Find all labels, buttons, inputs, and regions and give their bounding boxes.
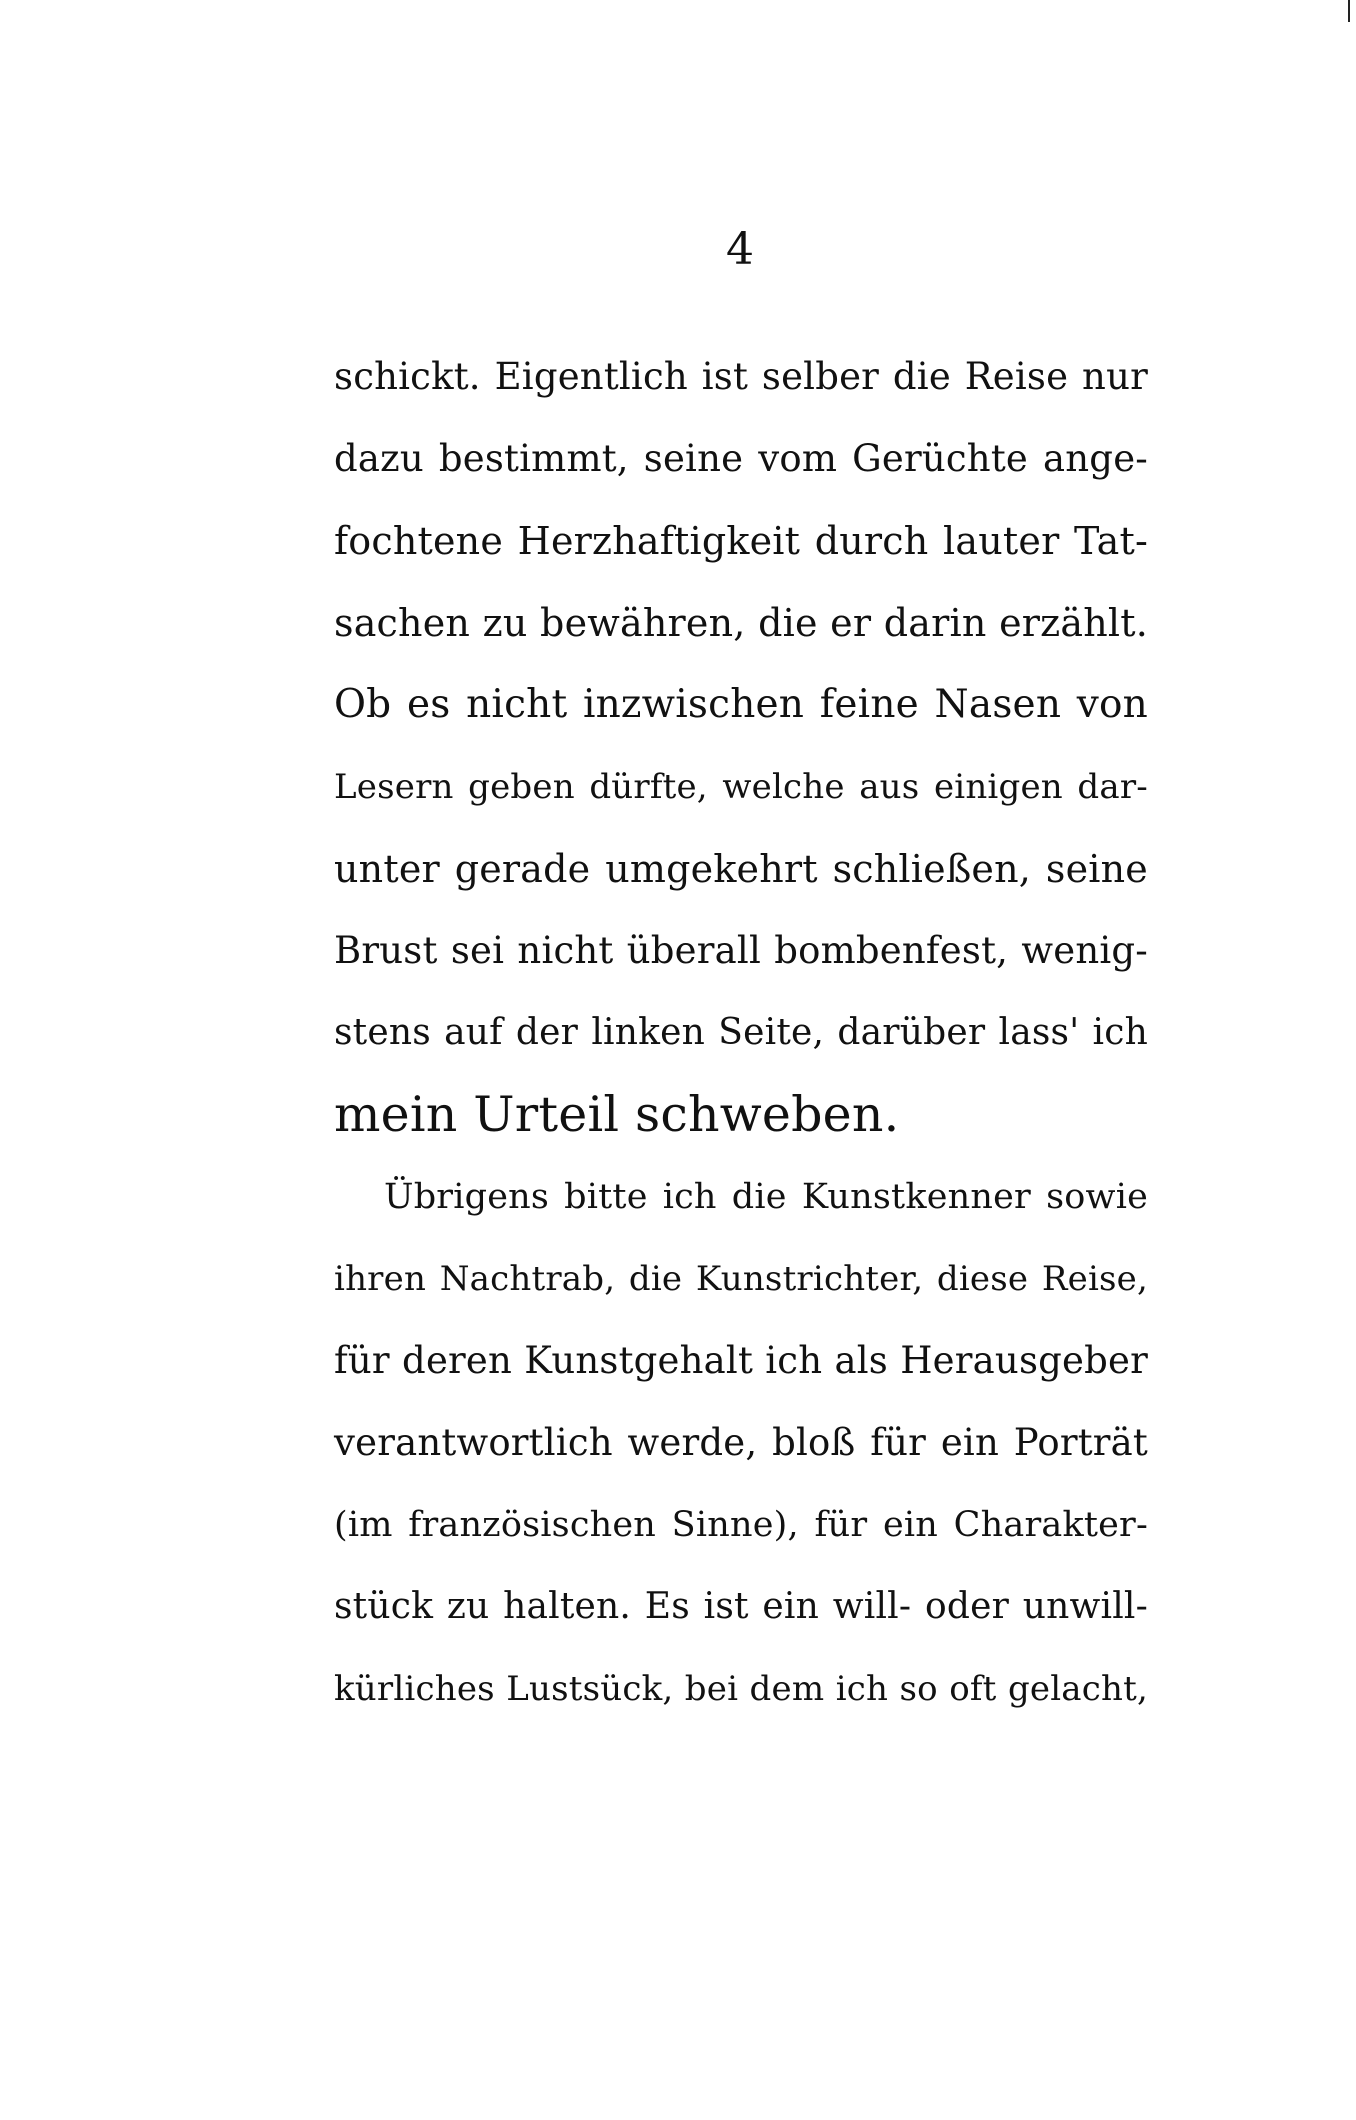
body-text	[334, 336, 1148, 1730]
page-number: 4	[726, 224, 754, 275]
text-line: schickt. Eigentlich ist selber die Reise nur	[334, 355, 1148, 398]
text-line: ihren Nachtrab, die Kunstrichter, diese Reise,	[334, 1259, 1148, 1299]
paragraph-2	[334, 1156, 1148, 1730]
text-line: sachen zu bewähren, die er darin erzählt.	[334, 601, 1148, 645]
text-line: (im französischen Sinne), für ein Charakter-	[334, 1505, 1148, 1545]
text-line: Lesern geben dürfte, welche aus einigen dar-	[334, 767, 1148, 807]
text-line: Brust sei nicht überall bombenfest, wenig-	[334, 929, 1148, 972]
text-line: Ob es nicht inzwischen feine Nasen von	[334, 682, 1148, 727]
text-line: unter gerade umgekehrt schließen, seine	[334, 847, 1148, 891]
text-line: kürliches Lustsück, bei dem ich so oft gelacht,	[334, 1669, 1148, 1709]
text-line: mein Urteil schweben.	[334, 1086, 900, 1143]
text-line: stens auf der linken Seite, darüber lass' ich	[334, 1012, 1148, 1053]
text-line: dazu bestimmt, seine vom Gerüchte ange-	[334, 437, 1148, 480]
text-line: stück zu halten. Es ist ein will- oder unwill-	[334, 1586, 1148, 1627]
text-line: Übrigens bitte ich die Kunstkenner sowie	[384, 1177, 1148, 1217]
page-edge-mark	[1348, 0, 1350, 22]
paragraph-1	[334, 336, 1148, 1156]
text-line: fochtene Herzhaftigkeit durch lauter Tat-	[334, 519, 1148, 563]
text-line: verantwortlich werde, bloß für ein Porträt	[334, 1421, 1148, 1464]
text-line: für deren Kunstgehalt ich als Herausgeber	[334, 1339, 1148, 1382]
